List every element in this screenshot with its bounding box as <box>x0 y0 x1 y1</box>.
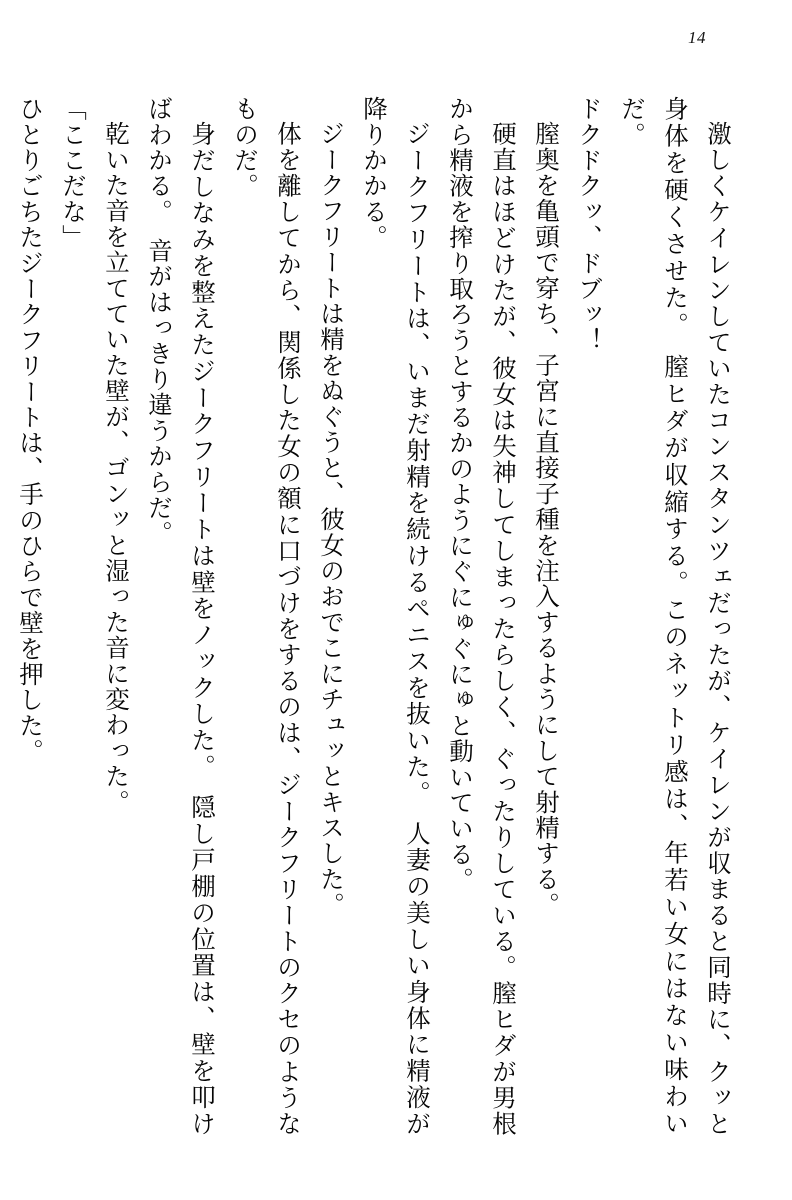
paragraph: ジークフリートは精をぬぐうと、彼女のおでこにチュッとキスした。 <box>317 120 346 918</box>
paragraph: 体を離してから、関係した女の額に口づけをするのは、ジークフリートのクセのようなものだ。 <box>231 96 303 1136</box>
paragraph: ひとりごちたジークフリートは、手のひらで壁を押した。 <box>16 96 45 765</box>
paragraph: 硬直はほどけたが、彼女は失神してしまったらしく、ぐったりしている。膣ヒダが男根から精液を搾り取ろうとするかのようにぐにゅぐにゅと動いている。 <box>446 96 518 1136</box>
paragraph: 身だしなみを整えたジークフリートは壁をノックした。 隠し戸棚の位置は、壁を叩けばわかる。 音がはっきり違うからだ。 <box>145 96 217 1136</box>
paragraph: 膣奥を亀頭で穿ち、子宮に直接子種を注入するようにして射精する。 <box>532 120 561 918</box>
paragraph: 激しくケイレンしていたコンスタンツェだったが、ケイレンが収まると同時に、クッと身体を硬くさせた。 膣ヒダが収縮する。このネットリ感は、年若い女にはない味わいだ。 <box>618 96 733 1136</box>
paragraph: ジークフリートは、いまだ射精を続けるペニスを抜いた。 人妻の美しい身体に精液が降りかかる。 <box>360 96 432 1136</box>
paragraph: 乾いた音を立てていた壁が、ゴンッと湿った音に変わった。 <box>102 120 131 815</box>
paragraph: ドクドクッ、ドブッ！ <box>575 96 604 353</box>
page-number: 14 <box>688 28 706 47</box>
paragraph: 「ここだな」 <box>59 96 88 251</box>
body-text-column <box>16 96 740 1136</box>
